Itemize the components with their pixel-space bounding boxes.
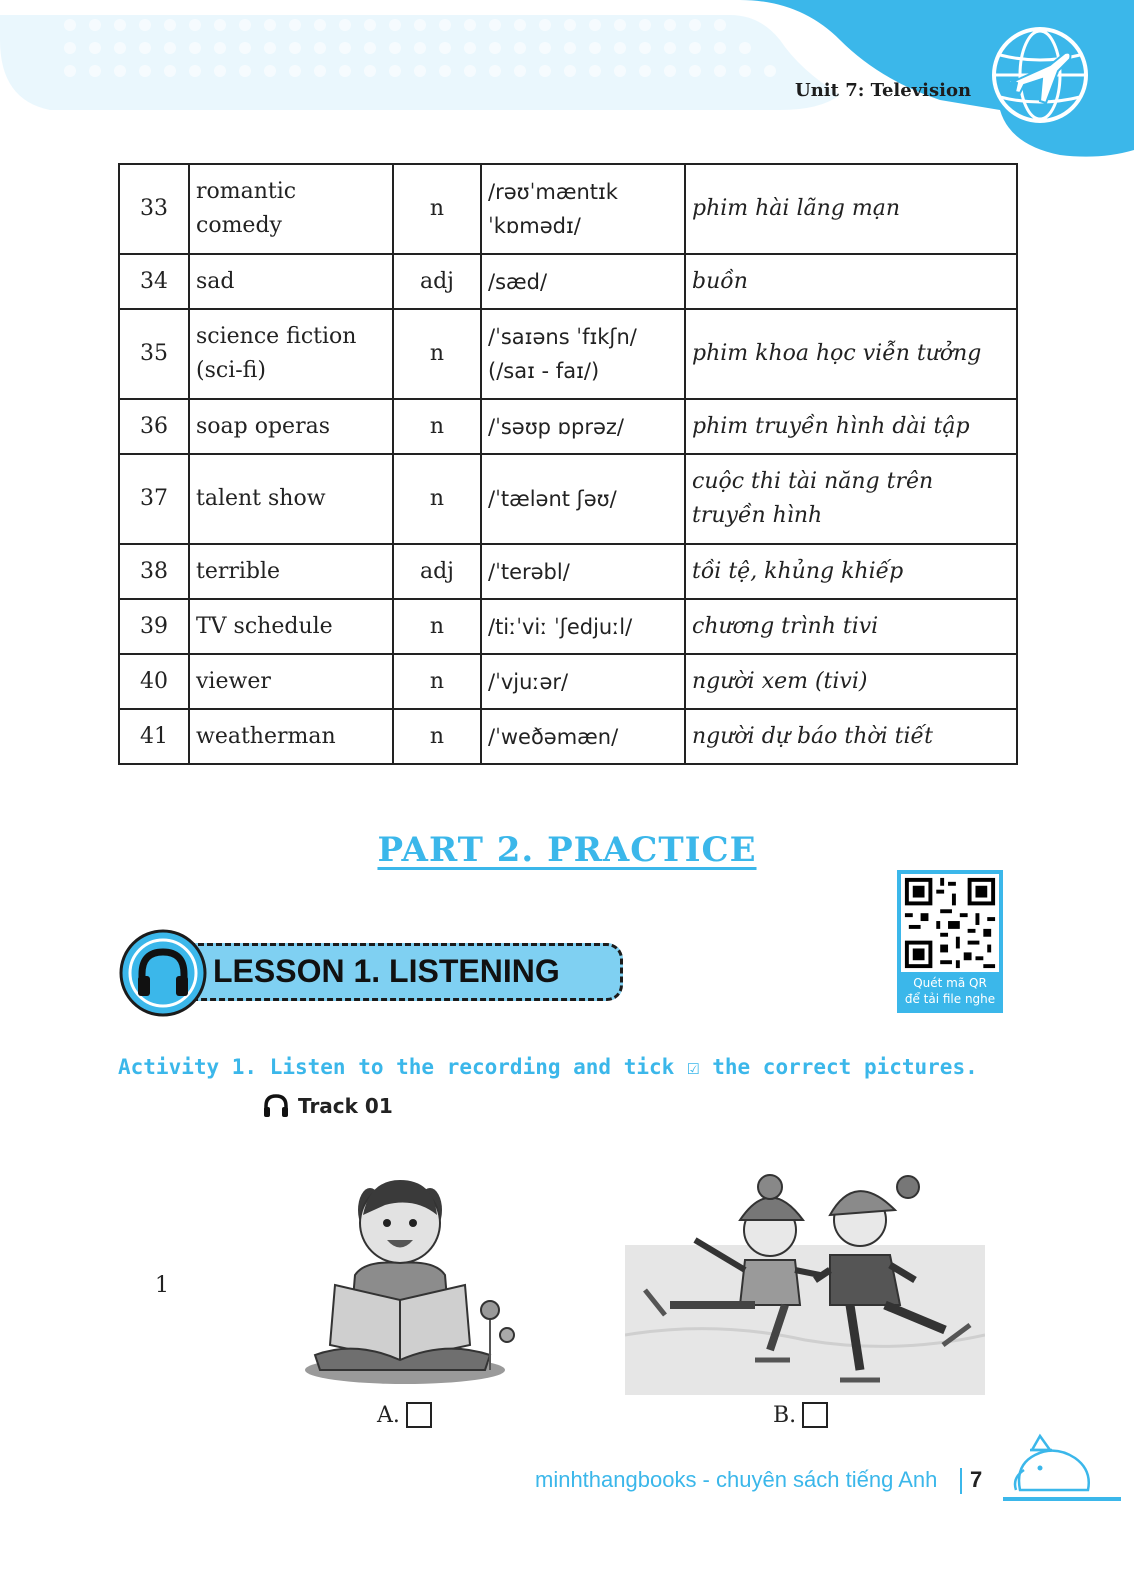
unit-title: Unit 7: Television <box>795 80 972 101</box>
part-of-speech: n <box>393 164 481 254</box>
headphones-icon <box>118 928 208 1018</box>
table-row <box>119 544 1017 599</box>
lesson-banner <box>118 928 628 1018</box>
meaning: chương trình tivi <box>685 599 1017 654</box>
row-number: 36 <box>119 399 189 454</box>
table-row <box>119 309 1017 399</box>
table-row <box>119 599 1017 654</box>
option-label: A. <box>377 1402 400 1428</box>
part-of-speech: adj <box>393 254 481 309</box>
lesson-title: LESSON 1. LISTENING <box>213 953 560 989</box>
row-number: 38 <box>119 544 189 599</box>
meaning: cuộc thi tài năng trên truyền hình <box>685 454 1017 544</box>
part-of-speech: n <box>393 399 481 454</box>
vocab-word: romantic comedy <box>189 164 393 254</box>
table-row <box>119 164 1017 254</box>
footer-separator <box>960 1468 962 1494</box>
row-number: 39 <box>119 599 189 654</box>
vocab-word: weatherman <box>189 709 393 764</box>
part-of-speech: n <box>393 454 481 544</box>
table-row <box>119 654 1017 709</box>
activity-title: Activity 1. Listen to the recording and tick ☑ the correct pictures. <box>118 1055 978 1079</box>
pronunciation: /tiːˈviː ˈʃedjuːl/ <box>481 599 685 654</box>
pronunciation: /rəʊˈmæntɪk ˈkɒmədɪ/ <box>481 164 685 254</box>
vocab-word: soap operas <box>189 399 393 454</box>
meaning: người xem (tivi) <box>685 654 1017 709</box>
pronunciation: /sæd/ <box>481 254 685 309</box>
vocabulary-table <box>118 163 1018 765</box>
meaning: phim truyền hình dài tập <box>685 399 1017 454</box>
option-b-checkbox[interactable] <box>802 1402 828 1428</box>
page-header <box>0 0 1134 160</box>
pronunciation: /ˈsaɪəns ˈfɪkʃn/ (/saɪ - faɪ/) <box>481 309 685 399</box>
children-ice-skating-illustration <box>625 1165 985 1395</box>
part-of-speech: n <box>393 309 481 399</box>
row-number: 40 <box>119 654 189 709</box>
qr-code-box[interactable] <box>897 870 1003 1013</box>
meaning: tồi tệ, khủng khiếp <box>685 544 1017 599</box>
qr-caption-line: Quét mã QR <box>913 976 987 990</box>
vocab-word: TV schedule <box>189 599 393 654</box>
option-a <box>377 1402 432 1428</box>
headphones-icon <box>262 1093 290 1119</box>
part-of-speech: adj <box>393 544 481 599</box>
globe-airplane-icon <box>994 29 1086 121</box>
footer-brand-text: minhthangbooks - chuyên sách tiếng Anh <box>535 1467 938 1492</box>
table-row <box>119 454 1017 544</box>
pronunciation: /ˈterəbl/ <box>481 544 685 599</box>
row-number: 35 <box>119 309 189 399</box>
part-title <box>0 830 1134 870</box>
track-label: Track 01 <box>298 1094 393 1118</box>
meaning: phim khoa học viễn tưởng <box>685 309 1017 399</box>
table-row <box>119 254 1017 309</box>
girl-reading-book-illustration <box>295 1165 530 1390</box>
qr-code-icon <box>901 874 999 972</box>
row-number: 37 <box>119 454 189 544</box>
meaning: phim hài lãng mạn <box>685 164 1017 254</box>
table-row <box>119 399 1017 454</box>
meaning: người dự báo thời tiết <box>685 709 1017 764</box>
meaning: buồn <box>685 254 1017 309</box>
footer-rule <box>1003 1497 1121 1501</box>
option-a-checkbox[interactable] <box>406 1402 432 1428</box>
option-label: B. <box>773 1402 797 1428</box>
row-number: 34 <box>119 254 189 309</box>
pronunciation: /ˈweðəmæn/ <box>481 709 685 764</box>
pronunciation: /ˈtælənt ʃəʊ/ <box>481 454 685 544</box>
table-row <box>119 709 1017 764</box>
vocab-word: sad <box>189 254 393 309</box>
part-of-speech: n <box>393 709 481 764</box>
vocab-word: viewer <box>189 654 393 709</box>
part-of-speech: n <box>393 654 481 709</box>
elephant-mascot-icon <box>1010 1430 1100 1500</box>
page-number: 7 <box>970 1467 983 1492</box>
track-label-group <box>262 1093 393 1119</box>
row-number: 41 <box>119 709 189 764</box>
vocab-word: talent show <box>189 454 393 544</box>
part-title-text: PART 2. PRACTICE <box>377 830 757 870</box>
row-number: 33 <box>119 164 189 254</box>
qr-caption-line: để tải file nghe <box>904 992 996 1006</box>
part-of-speech: n <box>393 599 481 654</box>
pronunciation: /ˈvjuːər/ <box>481 654 685 709</box>
pronunciation: /ˈsəʊp ɒprəz/ <box>481 399 685 454</box>
vocab-word: science fiction (sci-fi) <box>189 309 393 399</box>
question-number: 1 <box>155 1273 169 1298</box>
option-b <box>773 1402 828 1428</box>
vocab-word: terrible <box>189 544 393 599</box>
qr-caption <box>897 975 1003 1007</box>
